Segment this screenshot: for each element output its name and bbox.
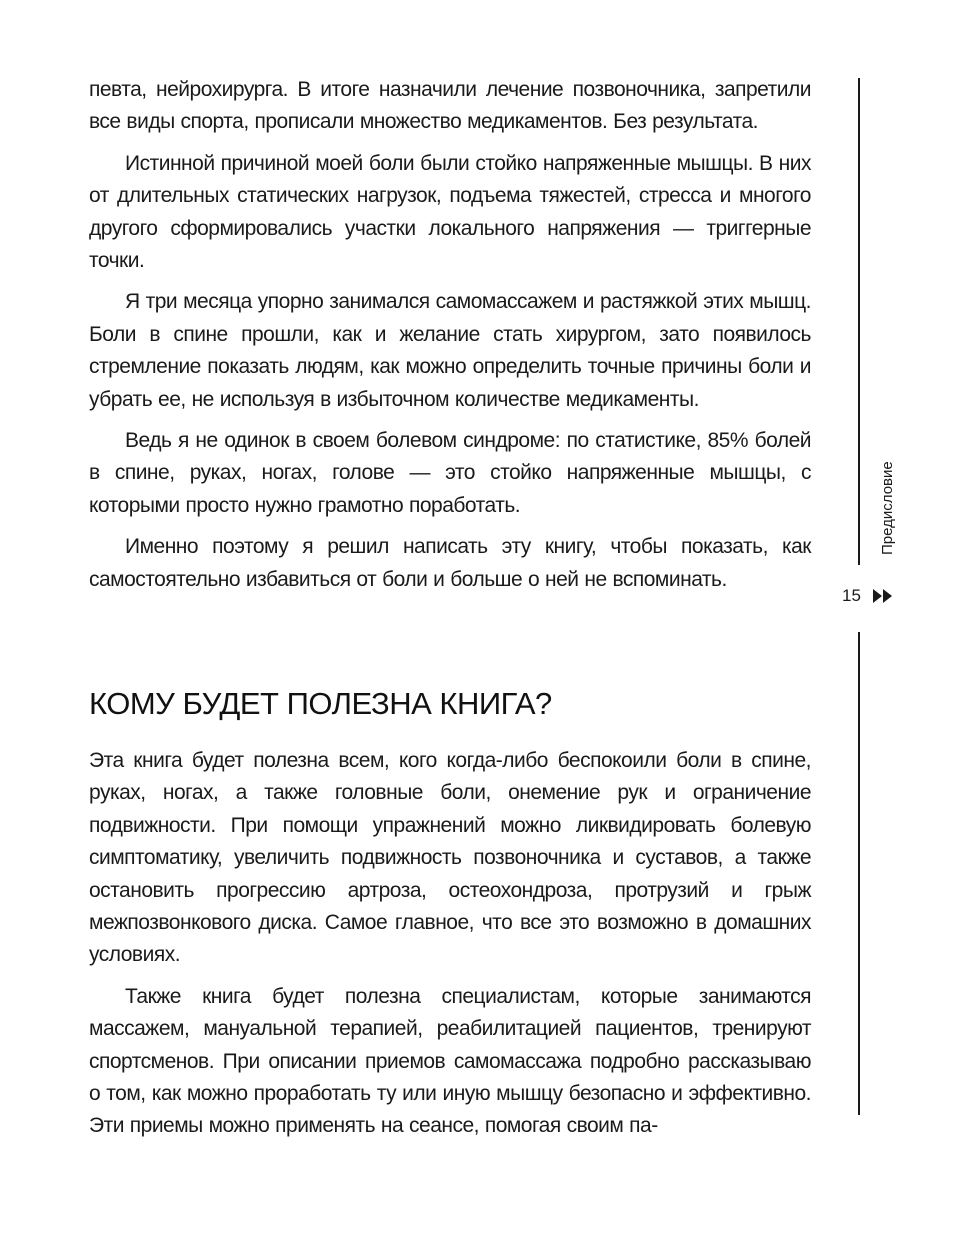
page-number: 15	[842, 586, 861, 605]
paragraph-statistics: Ведь я не одинок в своем болевом синдроме: по статистике, 85% болей в спине, руках, ногах, голове — это стойко напряженные мышцы, с которыми просто нужно грамотно поработать.	[89, 429, 811, 517]
paragraph-continuation: певта, нейрохирурга. В итоге назначили лечение позвоночника, запретили все виды спорта, прописали множество медикаментов. Без результата.	[89, 78, 811, 134]
margin-rule-top	[858, 78, 860, 565]
paragraph-specialists: Также книга будет полезна специалистам, которые занимаются массажем, мануальной терапией, реабилитацией пациентов, тренируют спортсменов. При описании приемов самомассажа подробно рассказываю о том, как можно проработать ту или иную мышцу безопасно и эффективно. Эти приемы можно применять на сеансе, помогая своим па-	[89, 984, 811, 1138]
double-chevron-right-icon	[873, 588, 893, 604]
paragraph-self-massage: Я три месяца упорно занимался самомассажем и растяжкой этих мышц. Боли в спине прошли, как и желание стать хирургом, зато появилось стремление показать людям, как можно определить точные причины боли и убрать ее, не используя в избыточном количестве медикаменты.	[89, 290, 811, 411]
margin-rule-bottom	[858, 632, 860, 1115]
section-heading: КОМУ БУДЕТ ПОЛЕЗНА КНИГА?	[89, 686, 552, 721]
running-head: Предисловие	[879, 461, 896, 555]
body-text-top	[89, 74, 811, 596]
paragraph-who-benefits: Эта книга будет полезна всем, кого когда-либо беспокоили боли в спине, руках, ногах, а также головные боли, онемение рук и ограничение подвижности. При помощи упражнений можно ликвидировать болевую симптоматику, увеличить подвижность позвоночника и суставов, а также остановить прогрессию артроза, остеохондроза, протрузий и грыж межпозвонкового диска. Самое главное, что все это возможно в домашних условиях.	[89, 749, 811, 967]
paragraph-book-purpose: Именно поэтому я решил написать эту книгу, чтобы показать, как самостоятельно избавиться от боли и больше о ней не вспоминать.	[89, 535, 811, 591]
body-text-section	[89, 745, 811, 1143]
paragraph-true-cause: Истинной причиной моей боли были стойко напряженные мышцы. В них от длительных статических нагрузок, подъема тяжестей, стресса и многого другого сформировались участки локального напряжения — триггерные точки.	[89, 151, 811, 273]
